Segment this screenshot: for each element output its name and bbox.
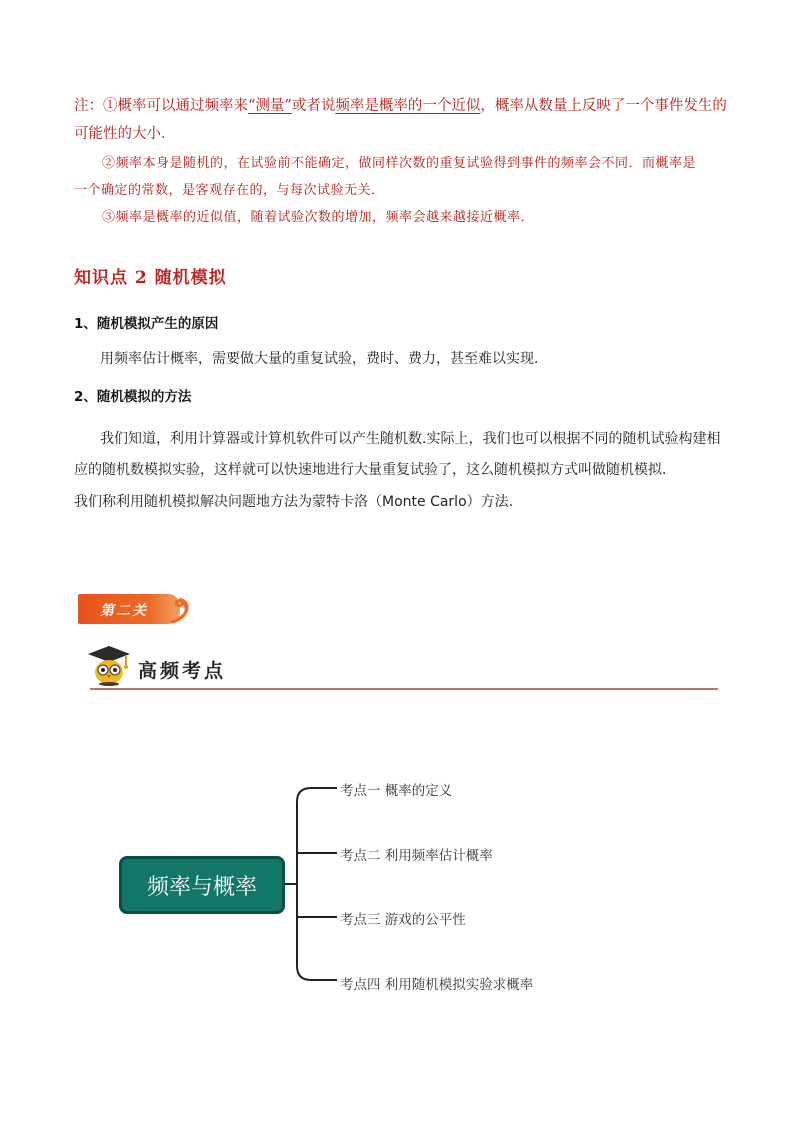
section-2-line-3: 我们称利用随机模拟解决问题地方法为蒙特卡洛（Monte Carlo）方法. (74, 494, 514, 510)
mindmap-branch-1: 考点一 概率的定义 (340, 783, 453, 799)
section-heading-1: 1、随机模拟产生的原因 (74, 316, 219, 332)
note-line-1 (74, 94, 727, 115)
mindmap-branch-3: 考点三 游戏的公平性 (340, 912, 466, 928)
graduation-owl-icon (86, 644, 132, 686)
section-title: 高频考点 (138, 660, 227, 682)
note-text: ，概率从数量上反映了一个事件发生的 (480, 98, 727, 114)
note-line-4: 一个确定的常数，是客观存在的，与每次试验无关． (74, 183, 385, 198)
banner-label: 第二关 (100, 603, 148, 619)
mindmap-branch-2: 考点二 利用频率估计概率 (340, 848, 493, 864)
section-divider (90, 688, 718, 690)
note-underlined: 频率是概率的一个近似 (335, 98, 481, 114)
level-banner (78, 594, 180, 624)
mindmap-branch-4: 考点四 利用随机模拟实验求概率 (340, 977, 534, 993)
knowledge-point-title: 知识点 2 随机模拟 (74, 268, 227, 288)
note-text: 或者说 (291, 98, 336, 114)
section-2-line-1: 我们知道，利用计算器或计算机软件可以产生随机数.实际上，我们也可以根据不同的随机试验构建相 (100, 431, 721, 447)
note-line-2: 可能性的大小． (74, 126, 176, 142)
section-2-line-2: 应的随机数模拟实验，这样就可以快速地进行大量重复试验了，这么随机模拟方式叫做随机模拟． (74, 462, 676, 478)
section-heading-2: 2、随机模拟的方法 (74, 389, 192, 405)
note-underlined: “测量” (248, 98, 292, 114)
note-line-3: ②频率本身是随机的，在试验前不能确定，做同样次数的重复试验得到事件的频率会不同．而概率是 (102, 156, 697, 171)
note-text: 注：①概率可以通过频率来 (74, 98, 248, 114)
section-1-line-1: 用频率估计概率，需要做大量的重复试验，费时、费力，甚至难以实现． (100, 351, 548, 367)
mindmap-root: 频率与概率 (119, 856, 285, 914)
mindmap-connectors (285, 780, 345, 990)
banner-swirl-icon (168, 592, 194, 626)
note-line-5: ③频率是概率的近似值，随着试验次数的增加，频率会越来越接近概率． (102, 210, 535, 225)
